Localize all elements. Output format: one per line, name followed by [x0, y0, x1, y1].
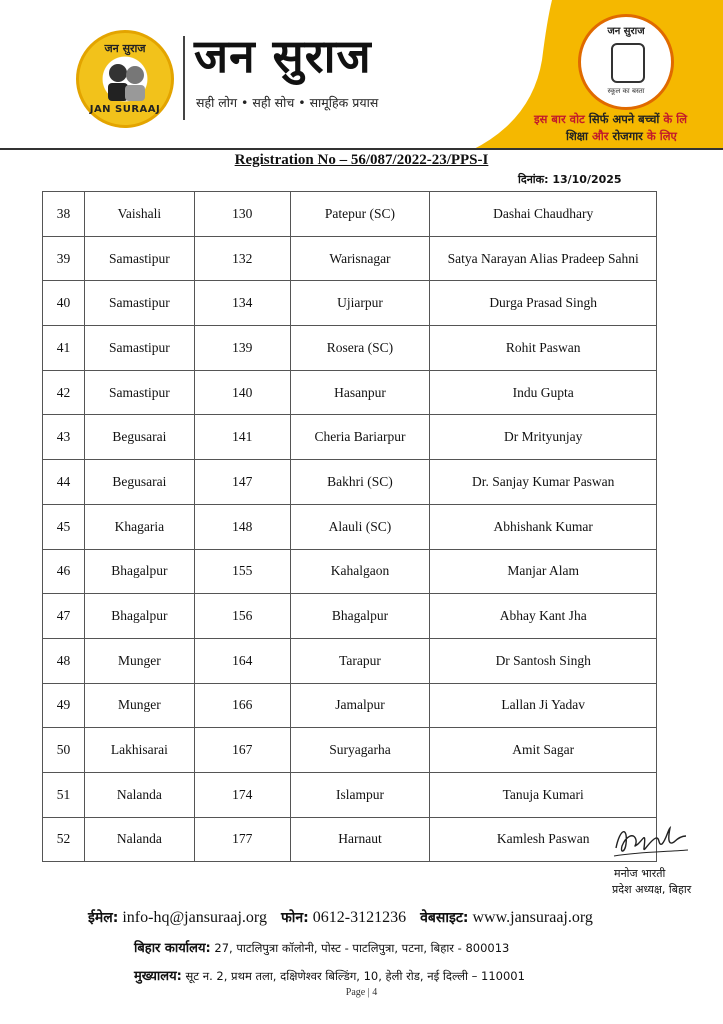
table-row: [43, 817, 657, 862]
constituency-number-cell: 166: [194, 683, 290, 728]
district-cell: Begusarai: [84, 415, 194, 460]
table-row: [43, 594, 657, 639]
district-cell: Samastipur: [84, 281, 194, 326]
handwritten-signature: [610, 818, 690, 862]
bihar-office-address: बिहार कार्यालय: 27, पाटलिपुत्रा कॉलोनी, पोस्ट - पाटलिपुत्रा, पटना, बिहार - 800013: [134, 941, 510, 956]
constituency-name-cell: Suryagarha: [290, 728, 430, 773]
letterhead: [0, 0, 723, 150]
candidate-name-cell: Abhay Kant Jha: [430, 594, 657, 639]
constituency-name-cell: Jamalpur: [290, 683, 430, 728]
constituency-number-cell: 155: [194, 549, 290, 594]
phone-number[interactable]: 0612-3121236: [312, 909, 407, 926]
bihar-office-label: बिहार कार्यालय:: [134, 941, 211, 956]
constituency-name-cell: Cheria Bariarpur: [290, 415, 430, 460]
serial-number-cell: 39: [43, 236, 85, 281]
candidate-name-cell: Abhishank Kumar: [430, 504, 657, 549]
district-cell: Samastipur: [84, 326, 194, 371]
candidate-list-table: [42, 191, 657, 862]
serial-number-cell: 43: [43, 415, 85, 460]
headquarters-address: मुख्यालय: सूट न. 2, प्रथम तला, दक्षिणेश्वर बिल्डिंग, 10, हेली रोड, नई दिल्ली – 110001: [134, 969, 525, 984]
party-tagline: सही लोग • सही सोच • सामूहिक प्रयास: [196, 95, 379, 110]
district-cell: Samastipur: [84, 236, 194, 281]
constituency-number-cell: 174: [194, 772, 290, 817]
candidate-name-cell: Rohit Paswan: [430, 326, 657, 371]
constituency-number-cell: 134: [194, 281, 290, 326]
district-cell: Munger: [84, 638, 194, 683]
document-date: दिनांक: 13/10/2025: [518, 173, 622, 186]
email-label: ईमेल:: [88, 910, 119, 926]
candidate-name-cell: Tanuja Kumari: [430, 772, 657, 817]
serial-number-cell: 38: [43, 192, 85, 237]
district-cell: Bhagalpur: [84, 594, 194, 639]
table-row: [43, 236, 657, 281]
constituency-name-cell: Islampur: [290, 772, 430, 817]
emblem-bottom-text: JAN SURAAJ: [89, 104, 161, 115]
district-cell: Khagaria: [84, 504, 194, 549]
contact-line: [88, 908, 593, 927]
campaign-logo-top-text: जन सुराज: [607, 26, 645, 37]
constituency-number-cell: 140: [194, 370, 290, 415]
serial-number-cell: 45: [43, 504, 85, 549]
candidate-name-cell: Amit Sagar: [430, 728, 657, 773]
headquarters-label: मुख्यालय:: [134, 969, 182, 984]
email-address[interactable]: info-hq@jansuraaj.org: [122, 909, 267, 926]
table-row: [43, 638, 657, 683]
website-link[interactable]: www.jansuraaj.org: [472, 909, 593, 926]
table-row: [43, 370, 657, 415]
constituency-name-cell: Bhagalpur: [290, 594, 430, 639]
constituency-number-cell: 148: [194, 504, 290, 549]
candidate-name-cell: Manjar Alam: [430, 549, 657, 594]
constituency-name-cell: Rosera (SC): [290, 326, 430, 371]
table-row: [43, 192, 657, 237]
serial-number-cell: 46: [43, 549, 85, 594]
phone-label: फोन:: [280, 910, 309, 926]
table-row: [43, 504, 657, 549]
constituency-name-cell: Kahalgaon: [290, 549, 430, 594]
serial-number-cell: 41: [43, 326, 85, 371]
constituency-name-cell: Bakhri (SC): [290, 460, 430, 505]
table-row: [43, 772, 657, 817]
table-row: [43, 460, 657, 505]
constituency-number-cell: 164: [194, 638, 290, 683]
constituency-number-cell: 147: [194, 460, 290, 505]
school-bag-icon: [611, 43, 645, 83]
serial-number-cell: 51: [43, 772, 85, 817]
candidate-name-cell: Indu Gupta: [430, 370, 657, 415]
table-row: [43, 326, 657, 371]
constituency-name-cell: Patepur (SC): [290, 192, 430, 237]
serial-number-cell: 49: [43, 683, 85, 728]
district-cell: Begusarai: [84, 460, 194, 505]
constituency-number-cell: 156: [194, 594, 290, 639]
table-row: [43, 415, 657, 460]
district-cell: Lakhisarai: [84, 728, 194, 773]
district-cell: Vaishali: [84, 192, 194, 237]
candidate-name-cell: Dashai Chaudhary: [430, 192, 657, 237]
constituency-name-cell: Harnaut: [290, 817, 430, 862]
constituency-name-cell: Tarapur: [290, 638, 430, 683]
party-name-title: जन सुराज: [194, 29, 372, 83]
constituency-number-cell: 130: [194, 192, 290, 237]
candidate-name-cell: Dr. Sanjay Kumar Paswan: [430, 460, 657, 505]
header-divider: [183, 36, 185, 120]
constituency-number-cell: 177: [194, 817, 290, 862]
signatory-name: मनोज भारती: [614, 867, 666, 880]
district-cell: Munger: [84, 683, 194, 728]
district-cell: Bhagalpur: [84, 549, 194, 594]
candidate-name-cell: Satya Narayan Alias Pradeep Sahni: [430, 236, 657, 281]
school-bag-campaign-logo: [578, 14, 674, 110]
signatory-title: प्रदेश अध्यक्ष, बिहार: [612, 883, 692, 896]
candidate-name-cell: Lallan Ji Yadav: [430, 683, 657, 728]
registration-number: Registration No – 56/087/2022-23/PPS-I: [234, 152, 489, 168]
jan-suraaj-emblem-logo: [76, 30, 174, 128]
constituency-name-cell: Alauli (SC): [290, 504, 430, 549]
candidate-table-body: [43, 192, 657, 862]
website-label: वेबसाइट:: [420, 910, 469, 926]
serial-number-cell: 47: [43, 594, 85, 639]
constituency-name-cell: Ujiarpur: [290, 281, 430, 326]
serial-number-cell: 50: [43, 728, 85, 773]
constituency-number-cell: 139: [194, 326, 290, 371]
serial-number-cell: 52: [43, 817, 85, 862]
table-row: [43, 281, 657, 326]
serial-number-cell: 40: [43, 281, 85, 326]
constituency-name-cell: Hasanpur: [290, 370, 430, 415]
serial-number-cell: 48: [43, 638, 85, 683]
candidate-name-cell: Kamlesh Paswan: [430, 817, 657, 862]
table-row: [43, 728, 657, 773]
leaders-portrait-icon: [103, 59, 149, 103]
constituency-number-cell: 167: [194, 728, 290, 773]
candidate-name-cell: Dr Santosh Singh: [430, 638, 657, 683]
serial-number-cell: 44: [43, 460, 85, 505]
campaign-slogan-line-2: शिक्षा और रोजगार के लिए: [566, 129, 677, 143]
district-cell: Nalanda: [84, 772, 194, 817]
page-number: Page | 4: [345, 987, 378, 998]
table-row: [43, 549, 657, 594]
table-row: [43, 683, 657, 728]
constituency-number-cell: 132: [194, 236, 290, 281]
emblem-top-text: जन सुराज: [104, 42, 146, 55]
district-cell: Nalanda: [84, 817, 194, 862]
campaign-slogan-line-1: इस बार वोट सिर्फ अपने बच्चों के लि: [534, 112, 687, 126]
serial-number-cell: 42: [43, 370, 85, 415]
candidate-name-cell: Dr Mrityunjay: [430, 415, 657, 460]
district-cell: Samastipur: [84, 370, 194, 415]
campaign-logo-caption: स्कूल का बस्ता: [607, 87, 645, 95]
constituency-name-cell: Warisnagar: [290, 236, 430, 281]
constituency-number-cell: 141: [194, 415, 290, 460]
candidate-name-cell: Durga Prasad Singh: [430, 281, 657, 326]
